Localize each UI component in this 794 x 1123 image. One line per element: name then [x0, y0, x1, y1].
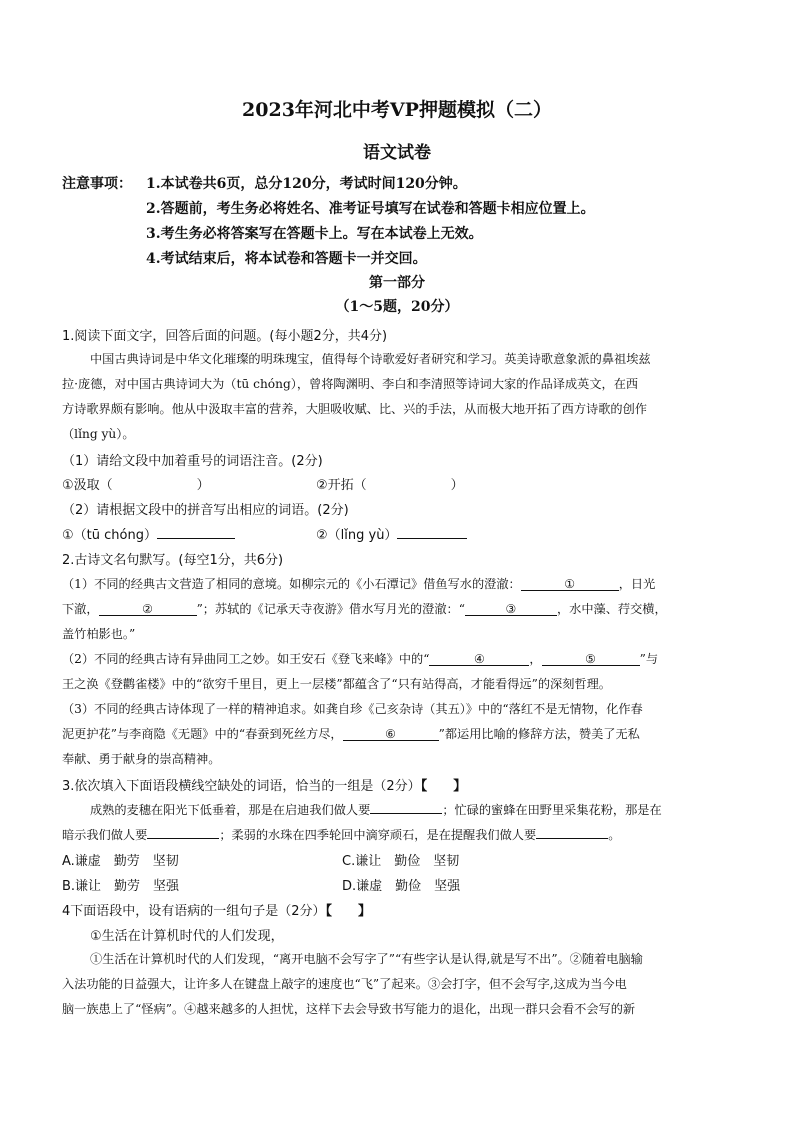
q2-blank-6-mark: ⑥: [385, 727, 397, 741]
q1-stem: 1.阅读下面文字，回答后面的问题。(每小题2分，共4分): [62, 329, 388, 344]
q1-sub1-b-close: ）: [450, 478, 464, 493]
q2-p2-text-a: （2）不同的经典古诗有异曲同工之妙。如王安石《登飞来峰》中的“: [62, 652, 430, 666]
q3-stem: [62, 775, 466, 794]
q4-line-2: 入法功能的日益强大，让许多人在键盘上敲字的速度也“飞”了起来。③会打字，但不会写字,这成为当今电: [62, 977, 627, 991]
q3-line-2: [62, 825, 620, 843]
q2-p2-line-2: 王之涣《登鹳雀楼》中的“欲穷千里目，更上一层楼”都蕴含了“只有站得高，才能看得远”的深刻哲理。: [62, 677, 611, 691]
notice-item-2: 2.答题前，考生务必将姓名、准考证号填写在试卷和答题卡相应位置上。: [146, 201, 595, 217]
q2-p3-text-b: ”都运用比喻的修辞方法，赞美了无私: [438, 727, 640, 741]
notice-item-4: 4.考试结束后，将本试卷和答题卡一并交回。: [146, 251, 427, 267]
notice-label: 注意事项：: [62, 176, 132, 192]
q2-p3-text-a: 泥更护花”与李商隐《无题》中的“春蚕到死丝方尽，: [62, 727, 343, 741]
q3-option-c[interactable]: C.谦让 勤俭 坚韧: [342, 854, 460, 869]
q2-p1-text-e: ，水中藻、荇交横，: [556, 602, 667, 616]
q2-blank-3-mark: ③: [505, 602, 517, 616]
q2-blank-6[interactable]: [343, 727, 439, 741]
q1-sub2-a-label: ①（tū chóng）: [62, 528, 157, 543]
exam-subtitle: 语文试卷: [363, 143, 431, 163]
q1-sub2-a-blank[interactable]: [157, 525, 235, 539]
q1-sub2-a: [62, 524, 235, 543]
q4-answer-bracket[interactable]: 【 】: [325, 904, 372, 919]
q2-blank-3[interactable]: [465, 602, 557, 616]
q4-line-1: ①生活在计算机时代的人们发现，“离开电脑不会写字了”“有些字认是认得,就是写不出”。②随着电脑输: [90, 952, 643, 966]
q1-sub1-a: [62, 474, 210, 493]
q2-p1-line-3: 盖竹柏影也。”: [62, 627, 136, 641]
q3-blank-3[interactable]: [536, 825, 608, 839]
q2-p1-text-a: （1）不同的经典古文营造了相同的意境。如柳宗元的《小石潭记》借鱼写水的澄澈：: [62, 577, 521, 591]
q2-p3-line-3: 奉献、勇于献身的崇高精神。: [62, 752, 221, 766]
q1-sub2: （2）请根据文段中的拼音写出相应的词语。(2分): [62, 503, 349, 518]
q1-passage-line-1: 中国古典诗词是中华文化璀璨的明珠瑰宝，值得每个诗歌爱好者研究和学习。英美诗歌意象派的鼻祖埃兹: [90, 352, 651, 366]
q2-blank-4[interactable]: [429, 652, 529, 666]
q3-stem-text: 3.依次填入下面语段横线空缺处的词语，恰当的一组是（2分）: [62, 779, 421, 794]
q2-p1-text-b: ，日光: [618, 577, 656, 591]
q2-p1-line-2: [62, 600, 667, 617]
q3-option-d[interactable]: D.谦虚 勤俭 坚强: [342, 879, 461, 894]
q2-p1-text-c: 下澈，: [62, 602, 99, 616]
q2-p2-text-c: ”与: [639, 652, 659, 666]
q3-text-d: ；柔弱的水珠在四季轮回中滴穿顽石，是在提醒我们做人要: [219, 828, 537, 842]
q4-stem: [62, 900, 371, 919]
q4-line-0: ①生活在计算机时代的人们发现，: [90, 929, 284, 944]
q2-stem: 2.古诗文名句默写。(每空1分，共6分): [62, 553, 284, 568]
q2-p2-line-1: [62, 650, 658, 667]
q2-blank-1[interactable]: [521, 577, 619, 591]
q2-blank-2-mark: ②: [142, 602, 154, 616]
q3-text-c: 暗示我们做人要: [62, 828, 148, 842]
q1-passage-line-4: （lǐng yù）。: [62, 427, 135, 441]
q1-sub2-b: [316, 524, 467, 543]
q3-text-e: 。: [608, 828, 621, 842]
q1-sub1-b-answer-space[interactable]: [367, 487, 451, 489]
part-range: （1～5题，20分）: [335, 299, 459, 315]
q1-passage-line-3: 方诗歌界颇有影响。他从中汲取丰富的营养，大胆吸收赋、比、兴的手法，从而极大地开拓了西方诗歌的创作: [62, 402, 647, 416]
exam-title: 2023年河北中考VP押题模拟（二）: [242, 99, 552, 121]
q3-text-b: ；忙碌的蜜蜂在田野里采集花粉，那是在: [442, 803, 662, 817]
q1-sub1-b: [316, 474, 464, 493]
q2-blank-1-mark: ①: [564, 577, 576, 591]
part-name: 第一部分: [369, 275, 425, 291]
q2-p3-line-1: （3）不同的经典古诗体现了一样的精神追求。如龚自珍《己亥杂诗（其五）》中的“落红不是无情物，化作春: [62, 702, 643, 716]
q1-sub1-a-label: ①汲取（: [62, 478, 113, 493]
q3-blank-1[interactable]: [370, 800, 442, 814]
q3-option-a[interactable]: A.谦虚 勤劳 坚韧: [62, 854, 179, 869]
q1-sub1-a-close: ）: [196, 478, 210, 493]
q1-passage-line-2: 拉·庞德，对中国古典诗词大为（tū chóng），曾将陶渊明、李白和李清照等诗词大家的作品译成英文，在西: [62, 377, 639, 391]
q3-option-b[interactable]: B.谦让 勤劳 坚强: [62, 879, 180, 894]
q2-blank-5-mark: ⑤: [585, 652, 597, 666]
q2-p1-text-d: ”；苏轼的《记承天寺夜游》借水写月光的澄澈：“: [196, 602, 465, 616]
q3-text-a: 成熟的麦穗在阳光下低垂着，那是在启迪我们做人要: [90, 803, 371, 817]
q1-sub1-b-label: ②开拓（: [316, 478, 367, 493]
notice-item-1: 1.本试卷共6页，总分120分，考试时间120分钟。: [146, 176, 467, 192]
q1-sub2-b-label: ②（lǐng yù）: [316, 528, 398, 543]
q4-stem-text: 4下面语段中，设有语病的一组句子是（2分）: [62, 904, 326, 919]
q2-blank-2[interactable]: [99, 602, 197, 616]
notice-item-3: 3.考生务必将答案写在答题卡上。写在本试卷上无效。: [146, 226, 483, 242]
q3-blank-2[interactable]: [147, 825, 219, 839]
q2-p3-line-2: [62, 725, 640, 742]
q3-line-1: [90, 800, 662, 818]
q2-blank-5[interactable]: [542, 652, 640, 666]
q3-answer-bracket[interactable]: 【 】: [420, 779, 467, 794]
q1-sub1-a-answer-space[interactable]: [113, 487, 197, 489]
q2-p2-text-b: ，: [529, 652, 542, 666]
q4-line-3: 脑一族患上了“怪病”。④越来越多的人担忧，这样下去会导致书写能力的退化，出现一群只会看不会写的新: [62, 1002, 636, 1016]
q2-p1-line-1: [62, 575, 655, 592]
q1-sub2-b-blank[interactable]: [397, 525, 467, 539]
q1-sub1: （1）请给文段中加着重号的词语注音。(2分): [62, 454, 323, 469]
q2-blank-4-mark: ④: [473, 652, 485, 666]
